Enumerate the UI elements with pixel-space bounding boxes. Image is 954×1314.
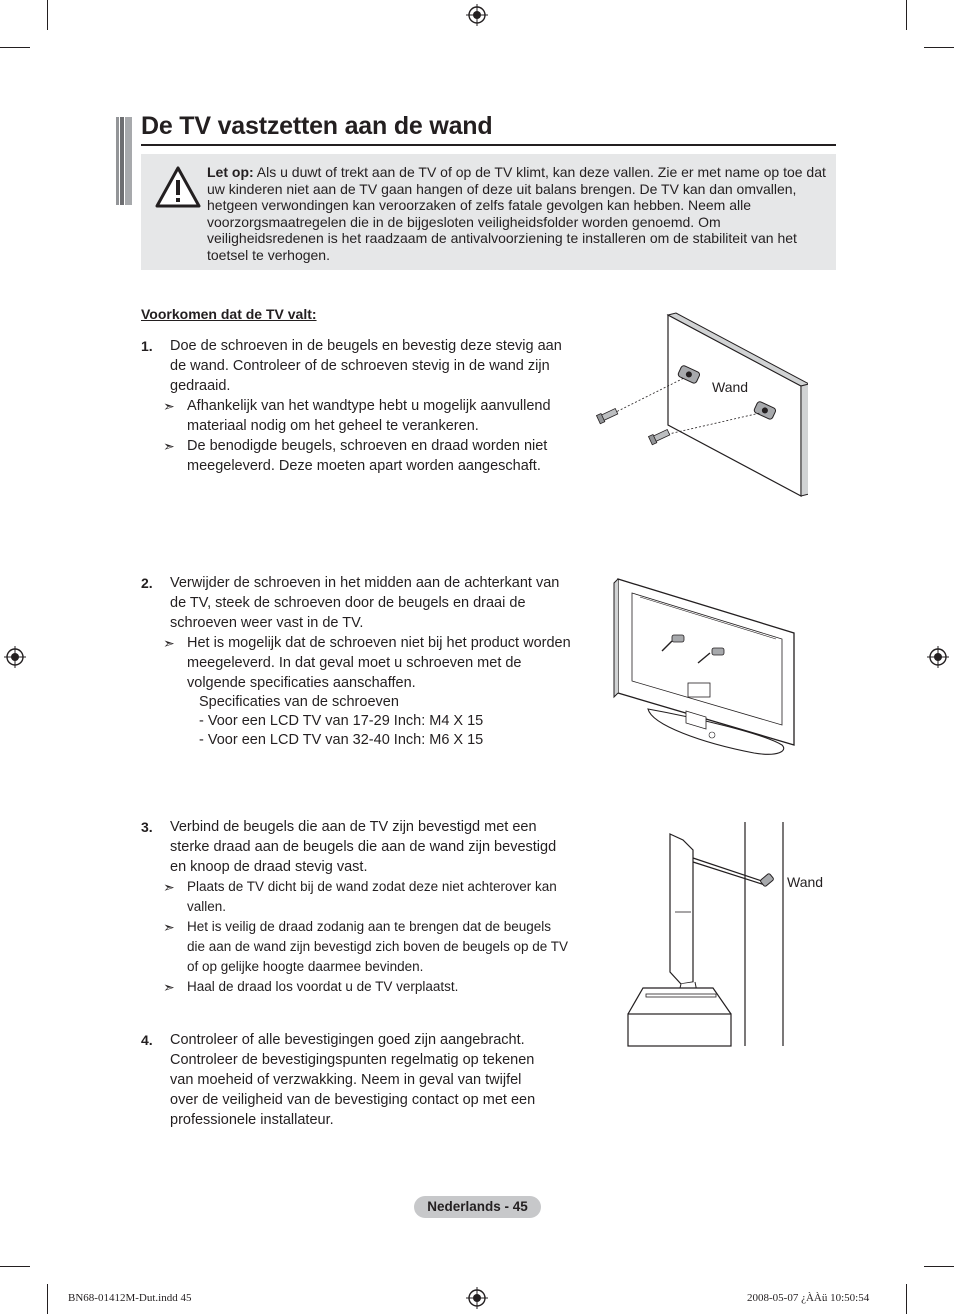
screw-icon xyxy=(648,428,670,445)
arrow-icon: ➣ xyxy=(163,635,175,651)
registration-mark-icon xyxy=(466,1287,488,1309)
slug-timestamp: 2008-05-07 ¿ÀÀü 10:50:54 xyxy=(747,1292,870,1304)
step-1 xyxy=(141,336,571,476)
title-decoration xyxy=(116,117,132,205)
tv-bracket-icon xyxy=(672,635,684,642)
screw-icon xyxy=(596,407,618,424)
registration-mark-icon xyxy=(466,4,488,26)
step-number: 3. xyxy=(141,819,153,835)
step-text: Controleer of alle bevestigingen goed zijn aangebracht. Controleer de bevestigingspunten regelmatig op tekenen van moeheid of verzwakking. Neem in geval van twijfel over de veiligheid van de bevestiging contact op met een professionele installateur. xyxy=(170,1032,536,1128)
page-number-badge: Nederlands - 45 xyxy=(414,1196,541,1218)
crop-mark xyxy=(906,1284,907,1314)
note xyxy=(163,877,571,917)
crop-mark xyxy=(924,47,954,48)
registration-mark-icon xyxy=(927,646,949,668)
title-rule xyxy=(141,144,836,146)
step-number: 4. xyxy=(141,1032,153,1048)
wall-bracket-icon xyxy=(760,873,774,887)
caution-box xyxy=(141,154,836,270)
crop-mark xyxy=(0,47,30,48)
note-text: Afhankelijk van het wandtype hebt u mogelijk aanvullend materiaal nodig om het geheel te verankeren. xyxy=(187,398,551,434)
arrow-icon: ➣ xyxy=(163,979,175,995)
step-text: Verwijder de schroeven in het midden aan de achterkant van de TV, steek de schroeven door de beugels en draai de schroeven weer vast in de TV. xyxy=(170,575,560,631)
wall-bracket-illustration xyxy=(588,310,808,500)
warning-icon xyxy=(155,166,201,208)
arrow-icon: ➣ xyxy=(163,919,175,935)
registration-mark-icon xyxy=(4,646,26,668)
note xyxy=(163,977,571,997)
step-number: 1. xyxy=(141,338,153,354)
caution-text xyxy=(207,164,827,264)
note-text: Het is veilig de draad zodanig aan te brengen dat de beugels die aan de wand zijn bevestigd zich boven de beugels op de TV of op gelijke hoogte daarmee bevinden. xyxy=(187,919,569,974)
note-text: Haal de draad los voordat u de TV verplaatst. xyxy=(187,979,459,994)
crop-mark xyxy=(906,0,907,30)
arrow-icon: ➣ xyxy=(163,398,175,414)
spec-title: Specificaties van de schroeven xyxy=(199,694,399,710)
slug-filename: BN68-01412M-Dut.indd 45 xyxy=(68,1292,192,1304)
crop-mark xyxy=(47,0,48,30)
spec-line: - Voor een LCD TV van 32-40 Inch: M6 X 15 xyxy=(199,732,484,748)
step-text: Doe de schroeven in de beugels en bevestig deze stevig aan de wand. Controleer of de schroeven stevig in de wand zijn gedraaid. xyxy=(170,338,562,394)
note-text: Plaats de TV dicht bij de wand zodat deze niet achterover kan vallen. xyxy=(187,879,557,914)
step-number: 2. xyxy=(141,575,153,591)
step-4 xyxy=(141,1030,571,1130)
section-subheading: Voorkomen dat de TV valt: xyxy=(141,306,317,322)
note xyxy=(163,396,571,436)
crop-mark xyxy=(924,1266,954,1267)
page-title: De TV vastzetten aan de wand xyxy=(141,112,493,140)
caution-body: Als u duwt of trekt aan de TV of op de TV klimt, kan deze vallen. Zie er met name op toe dat uw kinderen niet aan de TV gaan hangen of deze uit balans brengen. De TV kan dan omvallen, hetgeen verwondingen kan veroorzaken of zelfs fatale gevolgen kan hebben. Neem alle voorzorgsmaatregelen die in de bijgesloten veiligheidsfolder worden genoemd. Om veiligheidsredenen is het raadzaam de antivalvoorziening te installeren om de stabiliteit van het toetsel te verhogen. xyxy=(207,164,826,263)
step-3 xyxy=(141,817,571,997)
step-text: Verbind de beugels die aan de TV zijn bevestigd met een sterke draad aan de beugels die aan de wand zijn bevestigd en knoop de draad stevig vast. xyxy=(170,819,557,875)
tv-bracket-icon xyxy=(712,648,724,655)
note xyxy=(163,633,571,693)
note xyxy=(163,917,571,977)
spec-line: - Voor een LCD TV van 17-29 Inch: M4 X 15 xyxy=(199,713,484,729)
crop-mark xyxy=(47,1284,48,1314)
side-view-illustration xyxy=(625,822,795,1048)
wall-label: Wand xyxy=(787,874,824,890)
arrow-icon: ➣ xyxy=(163,438,175,454)
note xyxy=(163,436,571,476)
caution-label: Let op: xyxy=(207,164,254,180)
note-text: De benodigde beugels, schroeven en draad worden niet meegeleverd. Deze moeten apart worden aangeschaft. xyxy=(187,438,548,474)
note-text: Het is mogelijk dat de schroeven niet bij het product worden meegeleverd. In dat geval moet u schroeven met de volgende specificaties aanschaffen. xyxy=(187,635,571,691)
arrow-icon: ➣ xyxy=(163,879,175,895)
wall-label: Wand xyxy=(712,379,749,395)
crop-mark xyxy=(0,1266,30,1267)
tv-back-illustration xyxy=(612,575,798,760)
step-2 xyxy=(141,573,571,750)
